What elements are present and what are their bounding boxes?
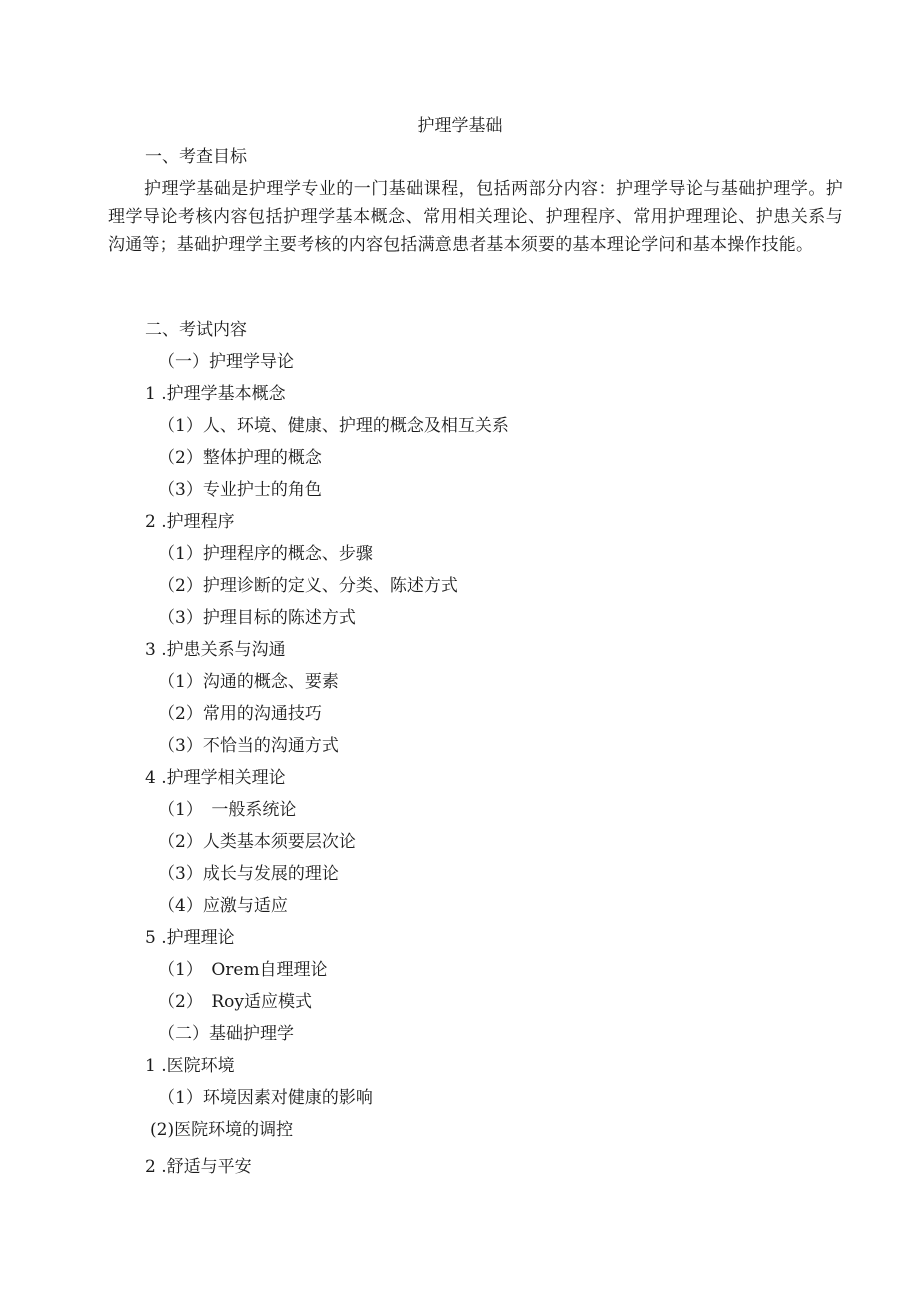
- list-item: （4）应激与适应: [158, 896, 288, 916]
- list-item: （2）护理诊断的定义、分类、陈述方式: [158, 576, 458, 596]
- list-item: （3）成长与发展的理论: [158, 864, 339, 884]
- list-item: 3 .护患关系与沟通: [145, 640, 286, 660]
- list-item: （3）护理目标的陈述方式: [158, 608, 356, 628]
- list-item: 2 .舒适与平安: [145, 1157, 252, 1177]
- list-item: （1） Orem自理理论: [158, 960, 328, 980]
- list-item: 1 .护理学基本概念: [145, 384, 286, 404]
- list-item: （1）护理程序的概念、步骤: [158, 544, 373, 564]
- list-item: （3）专业护士的角色: [158, 480, 322, 500]
- part1-heading: （一）护理学导论: [158, 352, 294, 372]
- section1-paragraph: 护理学基础是护理学专业的一门基础课程，包括两部分内容：护理学导论与基础护理学。护理学导论考核内容包括护理学基本概念、常用相关理论、护理程序、常用护理理论、护患关系与沟通等；基础护理学主要考核的内容包括满意患者基本须要的基本理论学问和基本操作技能。: [108, 179, 843, 255]
- list-item: 4 .护理学相关理论: [145, 768, 286, 788]
- list-item: 2 .护理程序: [145, 512, 235, 532]
- list-item: (2)医院环境的调控: [150, 1120, 294, 1140]
- list-item: （1）环境因素对健康的影响: [158, 1088, 373, 1108]
- list-item: （1）沟通的概念、要素: [158, 672, 339, 692]
- list-item: 1 .医院环境: [145, 1056, 235, 1076]
- section1-heading: 一、考查目标: [145, 147, 247, 167]
- list-item: （2）整体护理的概念: [158, 448, 322, 468]
- document-title: 护理学基础: [417, 116, 503, 136]
- list-item: （1）人、环境、健康、护理的概念及相互关系: [158, 416, 509, 436]
- list-item: （2）人类基本须要层次论: [158, 832, 356, 852]
- section2-heading: 二、考试内容: [145, 320, 247, 340]
- part2-heading: （二）基础护理学: [158, 1024, 294, 1044]
- list-item: 5 .护理理论: [145, 928, 235, 948]
- list-item: （3）不恰当的沟通方式: [158, 736, 339, 756]
- list-item: （2） Roy适应模式: [158, 992, 312, 1012]
- list-item: （1） 一般系统论: [158, 800, 297, 820]
- list-item: （2）常用的沟通技巧: [158, 704, 322, 724]
